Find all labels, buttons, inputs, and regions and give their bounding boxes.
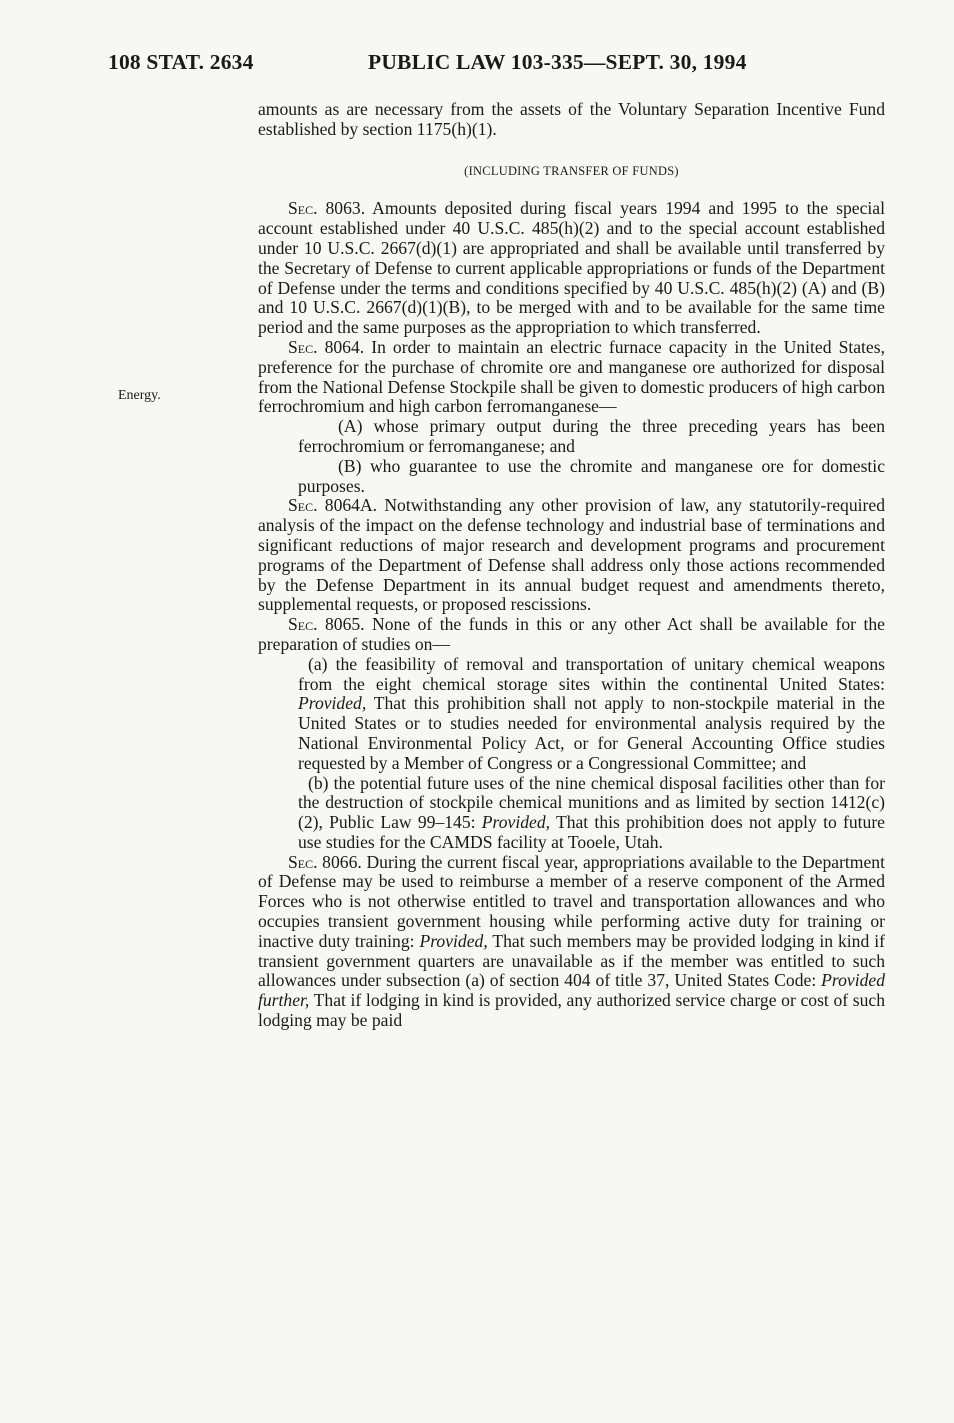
section-text: That such members may be provided lodging in kind if transient government quarters are unavailable as if the member was entitled to such allowances under subsection (a) of section 404 of title 37, United States Code: (258, 930, 885, 991)
section-label: Sec. 8064. (288, 336, 365, 357)
item-text: That this prohibition does not apply to future use studies for the CAMDS facility at Tooele, Utah. (298, 812, 885, 852)
section-text: During the current fiscal year, appropriations available to the Department of Defense may be used to reimburse a member of a reserve component of the Armed Forces who is not otherwise entitled to travel and transportation allowances and who occupies transient government housing while performing active duty for training or inactive duty training: (258, 851, 885, 951)
proviso: Provided, (481, 812, 551, 833)
item-text: That this prohibition shall not apply to non-stockpile material in the United States or to studies needed for environmental analysis required by the National Environmental Policy Act, or for General Accounting Office studies requested by a Member of Congress or a Congressional Committee; and (298, 693, 885, 773)
section-8063 (258, 199, 885, 338)
section-8065-item-a (258, 655, 885, 774)
section-heading: (INCLUDING TRANSFER OF FUNDS) (464, 163, 679, 178)
margin-note-energy: Energy. (118, 388, 161, 403)
page-body (258, 100, 885, 1031)
proviso: Provided further, (258, 970, 885, 1011)
section-text: Amounts deposited during fiscal years 1994 and 1995 to the special account established under 40 U.S.C. 485(h)(2) and to the special account established under 10 U.S.C. 2667(d)(1) are appropriated and shall be available until transferred by the Secretary of Defense to current applicable appropriations or funds of the Department of Defense under the terms and conditions specified by 40 U.S.C. 485(h)(2) (A) and (B) and 10 U.S.C. 2667(d)(1)(B), to be merged with and to be available for the same time period and the same purposes as the appropriation to which transferred. (258, 198, 885, 338)
section-8065-item-b (258, 774, 885, 853)
section-8064-item-b: (B) who guarantee to use the chromite and manganese ore for domestic purposes. (298, 455, 885, 496)
section-8064 (258, 338, 885, 417)
item-text: (b) the potential future uses of the nine chemical disposal facilities other than for the destruction of stockpile chemical munitions and as limited by section 1412(c)(2), Public Law 99–145: (298, 772, 885, 833)
item-text: (a) the feasibility of removal and transportation of unitary chemical weapons from the eight chemical storage sites within the continental United States: (298, 653, 885, 694)
continued-paragraph: amounts as are necessary from the assets of the Voluntary Separation Incentive Fund established by section 1175(h)(1). (258, 99, 885, 139)
proviso: Provided, (419, 930, 488, 951)
public-law-citation: PUBLIC LAW 103-335—SEPT. 30, 1994 (368, 50, 747, 74)
section-label: Sec. 8066. (288, 851, 362, 872)
stat-page-number: 108 STAT. 2634 (108, 50, 254, 74)
section-8064-item-a: (A) whose primary output during the three preceding years has been ferrochromium or ferromanganese; and (298, 416, 885, 456)
section-8066 (258, 853, 885, 1031)
section-text: In order to maintain an electric furnace capacity in the United States, preference for the purchase of chromite ore and manganese ore authorized for disposal from the National Defense Stockpile shall be given to domestic producers of high carbon ferrochromium and high carbon ferromanganese— (258, 336, 885, 417)
section-label: Sec. 8064A. (288, 495, 378, 516)
section-label: Sec. 8065. (288, 614, 365, 635)
section-text: That if lodging in kind is provided, any authorized service charge or cost of such lodging may be paid (258, 990, 885, 1031)
proviso: Provided, (298, 693, 367, 714)
section-label: Sec. 8063. (288, 198, 366, 219)
section-8065 (258, 615, 885, 655)
section-8064a (258, 496, 885, 615)
section-text: Notwithstanding any other provision of law, any statutorily-required analysis of the impact on the defense technology and industrial base of terminations and significant reductions of major research and development programs and procurement programs of the Department of Defense shall address only those actions recommended by the Defense Department in its annual budget request and amendments thereto, supplemental requests, or proposed rescissions. (258, 495, 885, 615)
section-text: None of the funds in this or any other Act shall be available for the preparation of studies on— (258, 614, 885, 654)
